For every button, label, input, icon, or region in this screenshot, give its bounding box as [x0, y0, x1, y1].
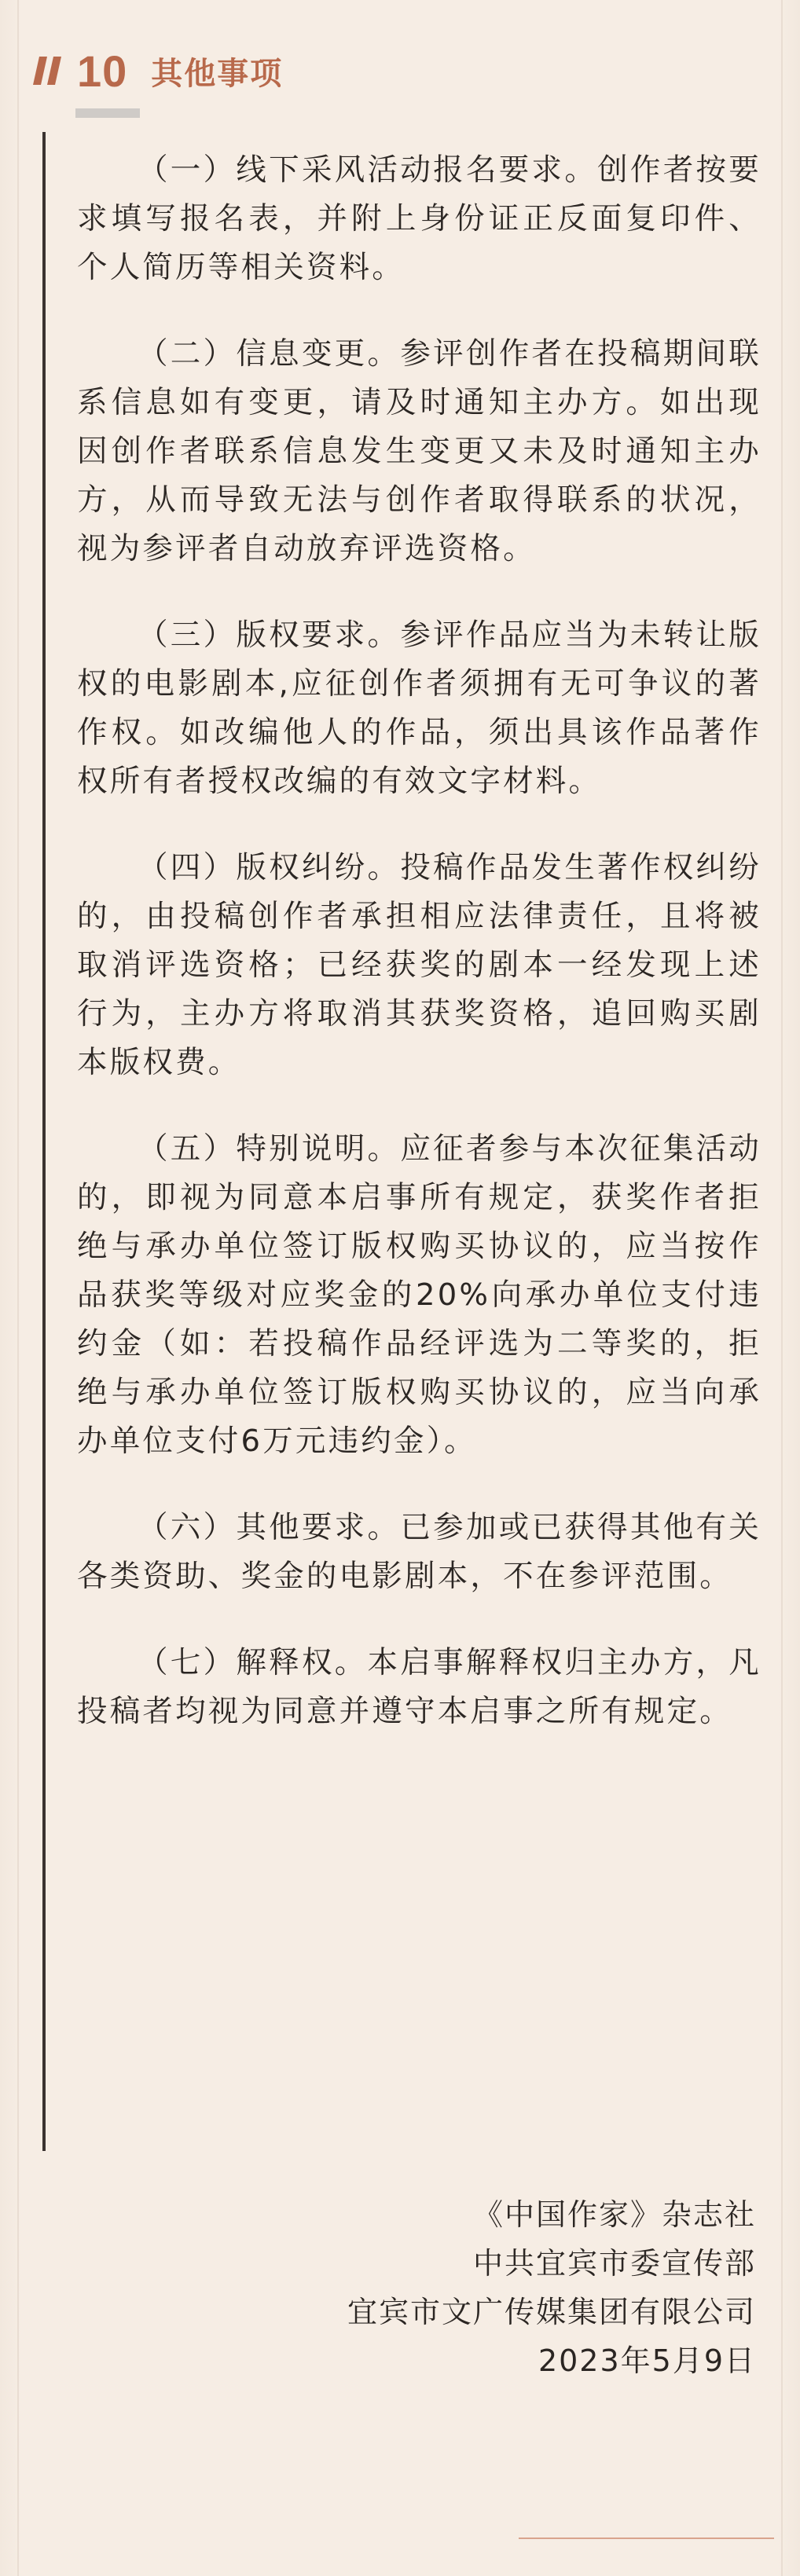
bottom-divider	[519, 2538, 774, 2539]
paragraph-6: （六）其他要求。已参加或已获得其他有关各类资助、奖金的电影剧本，不在参评范围。	[77, 1510, 761, 1594]
paragraph-1: （一）线下采风活动报名要求。创作者按要求填写报名表，并附上身份证正反面复印件、个人简历等相关资料。	[77, 152, 761, 285]
paragraph-2: （二）信息变更。参评创作者在投稿期间联系信息如有变更，请及时通知主办方。如出现因创作者联系信息发生变更又未及时通知主办方，从而导致无法与创作者取得联系的状况，视为参评者自动放弃评选资格。	[77, 336, 761, 566]
paragraph-5: （五）特别说明。应征者参与本次征集活动的，即视为同意本启事所有规定，获奖作者拒绝与承办单位签订版权购买协议的，应当按作品获奖等级对应奖金的20%向承办单位支付违约金（如：若投稿作品经评选为二等奖的，拒绝与承办单位签订版权购买协议的，应当向承办单位支付6万元违约金）。	[77, 1131, 761, 1459]
paragraph-7: （七）解释权。本启事解释权归主办方，凡投稿者均视为同意并遵守本启事之所有规定。	[77, 1645, 761, 1729]
signature-date: 2023年5月9日	[538, 2343, 756, 2378]
section-number: 10	[77, 46, 128, 96]
paragraph-3: （三）版权要求。参评作品应当为未转让版权的电影剧本,应征创作者须拥有无可争议的著作权。如改编他人的作品，须出具该作品著作权所有者授权改编的有效文字材料。	[77, 617, 761, 799]
content-body	[42, 132, 761, 2151]
frame-right-border	[781, 0, 783, 2576]
double-slash-icon	[31, 53, 66, 88]
paragraph-4: （四）版权纠纷。投稿作品发生著作权纠纷的，由投稿创作者承担相应法律责任，且将被取消评选资格；已经获奖的剧本一经发现上述行为，主办方将取消其获奖资格，追回购买剧本版权费。	[77, 850, 761, 1080]
signature-org-1: 《中国作家》杂志社	[472, 2197, 756, 2232]
header-underline	[75, 108, 140, 118]
frame-left-border	[17, 0, 19, 2576]
section-header	[31, 31, 283, 110]
signature-org-3: 宜宾市文广传媒集团有限公司	[347, 2295, 756, 2329]
signature-block	[347, 2190, 756, 2385]
section-title: 其他事项	[151, 55, 284, 92]
signature-org-2: 中共宜宾市委宣传部	[472, 2246, 756, 2281]
